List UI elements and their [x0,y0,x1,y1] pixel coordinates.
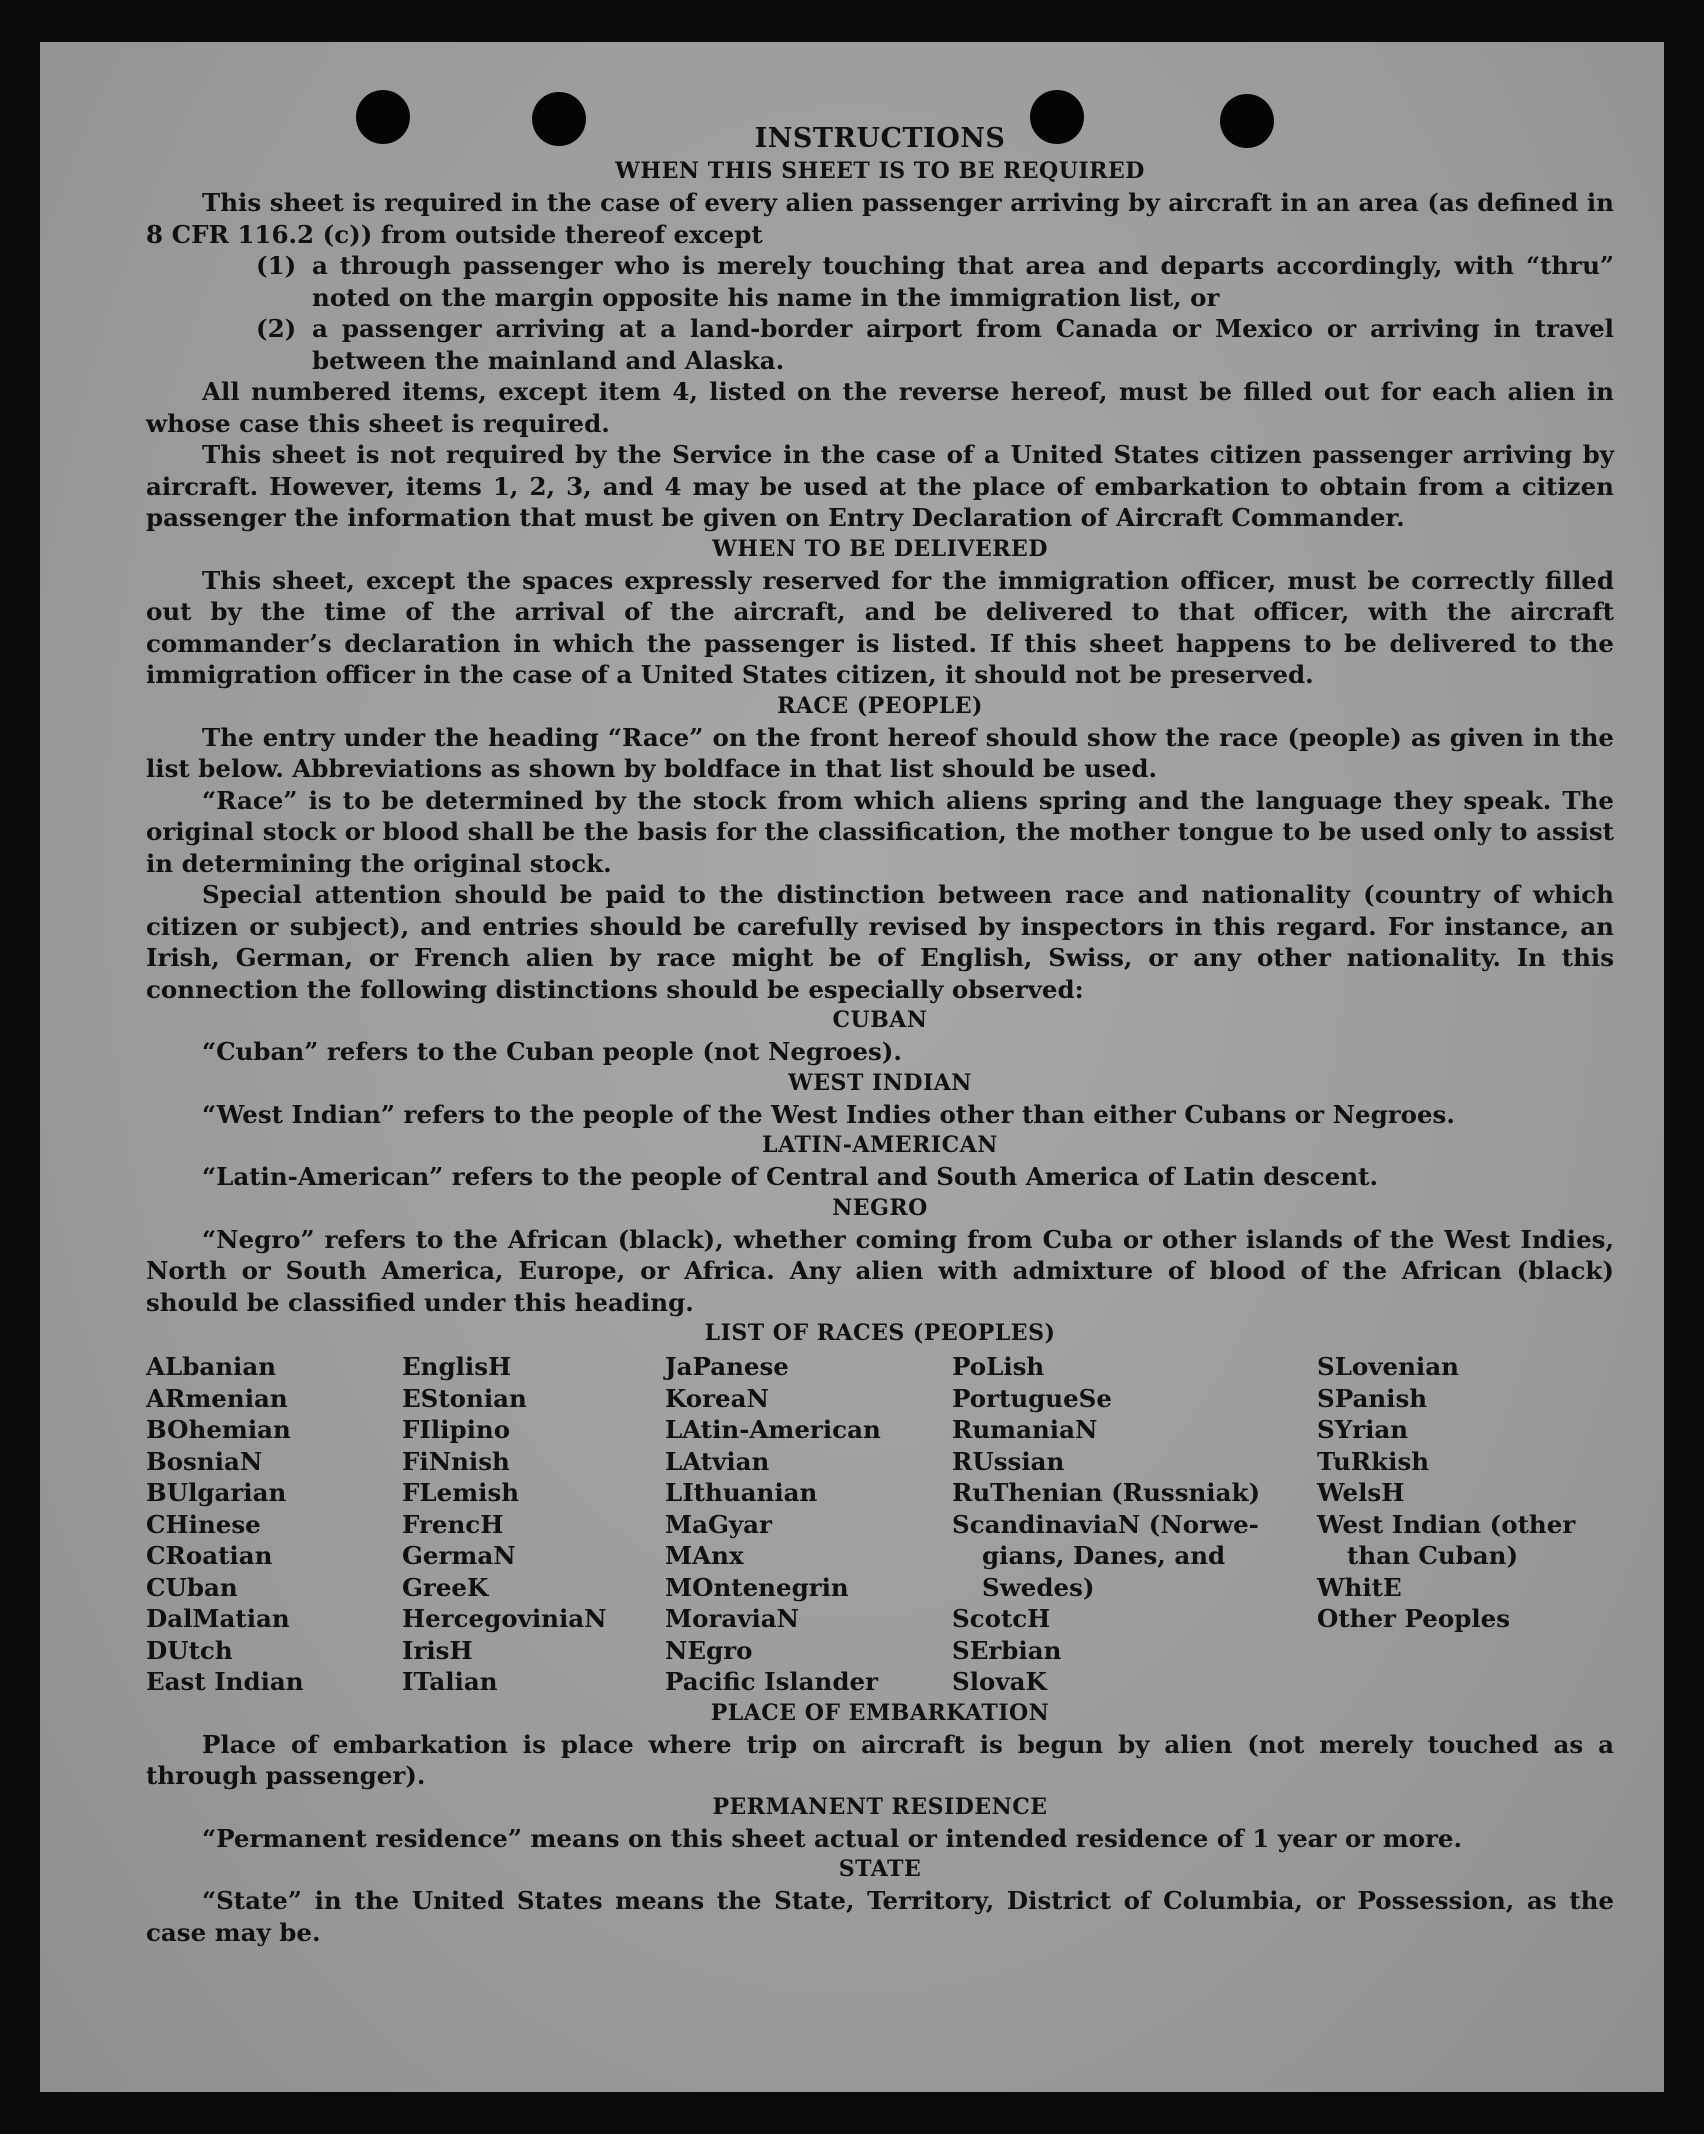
section-heading-list-of-races: LIST OF RACES (PEOPLES) [704,1320,1056,1346]
paragraph-race-definition: “Race” is to be determined by the stock from which aliens spring and the language they speak. The original stock or blood shall be the basis for the classification, the mother tongue to be used only to assist in determining the original stock. [146,785,1614,878]
race-item-continued: than Cuban) [1347,1541,1519,1570]
document-sheet [40,42,1664,2092]
paragraph-cuban: “Cuban” refers to the Cuban people (not Negroes). [202,1037,902,1066]
races-column-4 [952,1351,1317,1698]
race-item: GermaN [402,1541,516,1570]
section-heading-race: RACE (PEOPLE) [777,692,983,719]
race-item: West Indian (other [1317,1509,1576,1539]
section-heading-state: STATE [838,1856,922,1882]
race-item: ScandinaviaN (Norwe- [952,1509,1259,1539]
race-item: ITalian [402,1667,498,1696]
section-heading-place-of-embarkation: PLACE OF EMBARKATION [710,1699,1050,1726]
race-item: GreeK [402,1572,489,1602]
race-item-continued: gians, Danes, and [982,1541,1226,1570]
race-item: NEgro [665,1635,753,1665]
races-column-3 [665,1351,952,1698]
race-item: TuRkish [1317,1446,1430,1476]
section-heading-when-required: WHEN THIS SHEET IS TO BE REQUIRED [615,158,1145,184]
section-heading-negro: NEGRO [832,1194,928,1221]
item-number: (1) [256,251,297,280]
section-heading-when-delivered: WHEN TO BE DELIVERED [712,535,1048,562]
race-item: WhitE [1317,1572,1402,1602]
race-item: FLemish [402,1478,520,1507]
paragraph-embarkation: Place of embarkation is place where trip on aircraft is begun by alien (not merely touched as a through passenger). [146,1729,1614,1790]
race-item: ALbanian [146,1352,277,1381]
section-heading-latin-american: LATIN-AMERICAN [762,1132,998,1158]
races-column-2 [402,1351,665,1698]
race-item: SYrian [1317,1415,1409,1444]
paragraph-numbered-items: All numbered items, except item 4, listed on the reverse hereof, must be filled out for each alien in whose case this sheet is required. [146,377,1614,438]
race-item: RUssian [952,1446,1065,1476]
paragraph-west-indian: “West Indian” refers to the people of the West Indies other than either Cubans or Negroes. [202,1099,1455,1129]
race-item: LIthuanian [665,1478,818,1507]
race-item: HercegoviniaN [402,1604,607,1633]
race-item-continued: Swedes) [982,1572,1095,1602]
exception-item [146,313,1614,376]
paragraph-delivery: This sheet, except the spaces expressly reserved for the immigration officer, must be correctly filled out by the time of the arrival of the aircraft, and be delivered to that officer, with the aircraft commander’s declaration in which the passenger is listed. If this sheet happens to be delivered to the immigration officer in the case of a United States citizen, it should not be preserved. [146,565,1614,689]
item-text: a passenger arriving at a land-border airport from Canada or Mexico or arriving in travel between the mainland and Alaska. [312,314,1614,375]
section-heading-west-indian: WEST INDIAN [788,1069,972,1096]
race-item: Other Peoples [1317,1604,1511,1633]
paragraph-race-entry: The entry under the heading “Race” on the front hereof should show the race (people) as given in the list below. Abbreviations as shown by boldface in that list should be used. [146,722,1614,783]
race-item: LAtvian [665,1446,770,1476]
races-column-5 [1317,1351,1614,1698]
paragraph-negro: “Negro” refers to the African (black), whether coming from Cuba or other islands of the West Indies, North or South America, Europe, or Africa. Any alien with admixture of blood of the African (black) should be classified under this heading. [146,1224,1614,1317]
race-item: BUlgarian [146,1478,287,1507]
race-item: FiNnish [402,1446,510,1476]
race-item: SPanish [1317,1383,1428,1413]
race-item: FIlipino [402,1415,511,1444]
race-item: EStonian [402,1383,527,1413]
race-item: ScotcH [952,1604,1051,1633]
race-item: ARmenian [146,1383,288,1413]
races-column-1 [146,1351,402,1698]
race-item: BOhemian [146,1415,291,1444]
race-item: JaPanese [665,1352,789,1381]
race-item: WelsH [1317,1478,1405,1507]
paragraph-required: This sheet is required in the case of every alien passenger arriving by aircraft in an area (as defined in 8 CFR 116.2 (c)) from outside thereof except [146,188,1614,249]
item-text: a through passenger who is merely touching that area and departs accordingly, with “thru” noted on the margin opposite his name in the immigration list, or [312,251,1614,312]
race-item: PortugueSe [952,1383,1112,1413]
race-item: LAtin-American [665,1415,881,1444]
race-item: East Indian [146,1667,304,1696]
race-item: FrencH [402,1509,504,1539]
race-item: KoreaN [665,1383,769,1413]
exception-item [146,250,1614,313]
paragraph-permanent-residence: “Permanent residence” means on this sheet actual or intended residence of 1 year or more. [202,1823,1463,1853]
race-item: PoLish [952,1352,1045,1381]
item-number: (2) [256,314,297,343]
race-item: Pacific Islander [665,1667,878,1696]
race-item: CRoatian [146,1541,273,1570]
section-heading-cuban: CUBAN [832,1007,928,1033]
paragraph-latin-american: “Latin-American” refers to the people of Central and South America of Latin descent. [202,1162,1378,1191]
race-item: IrisH [402,1635,473,1665]
paragraph-state: “State” in the United States means the State, Territory, District of Columbia, or Possession, as the case may be. [146,1886,1614,1947]
race-item: CUban [146,1572,238,1602]
race-item: RuThenian (Russniak) [952,1478,1261,1507]
race-item: DUtch [146,1635,233,1665]
race-item: EnglisH [402,1352,512,1381]
race-item: MAnx [665,1541,744,1570]
race-item: MoraviaN [665,1604,800,1633]
instructions-content [146,122,1614,1948]
race-item: MOntenegrin [665,1572,849,1602]
paragraph-race-nationality: Special attention should be paid to the distinction between race and nationality (country of which citizen or subject), and entries should be carefully revised by inspectors in this regard. For instance, an Irish, German, or French alien by race might be of English, Swiss, or any other nationality. In this connection the following distinctions should be especially observed: [146,880,1614,1004]
race-item: DalMatian [146,1604,290,1633]
paragraph-citizen: This sheet is not required by the Service in the case of a United States citizen passenger arriving by aircraft. However, items 1, 2, 3, and 4 may be used at the place of embarkation to obtain from a citizen passenger the information that must be given on Entry Declaration of Aircraft Commander. [146,440,1614,532]
race-item: RumaniaN [952,1415,1098,1444]
race-item: SlovaK [952,1667,1047,1696]
race-item: MaGyar [665,1509,772,1539]
page-title: INSTRUCTIONS [754,123,1006,154]
races-list [146,1351,1614,1698]
race-item: SErbian [952,1635,1062,1665]
race-item: CHinese [146,1509,261,1539]
race-item: BosniaN [146,1446,263,1476]
section-heading-permanent-residence: PERMANENT RESIDENCE [712,1793,1048,1820]
race-item: SLovenian [1317,1352,1459,1381]
